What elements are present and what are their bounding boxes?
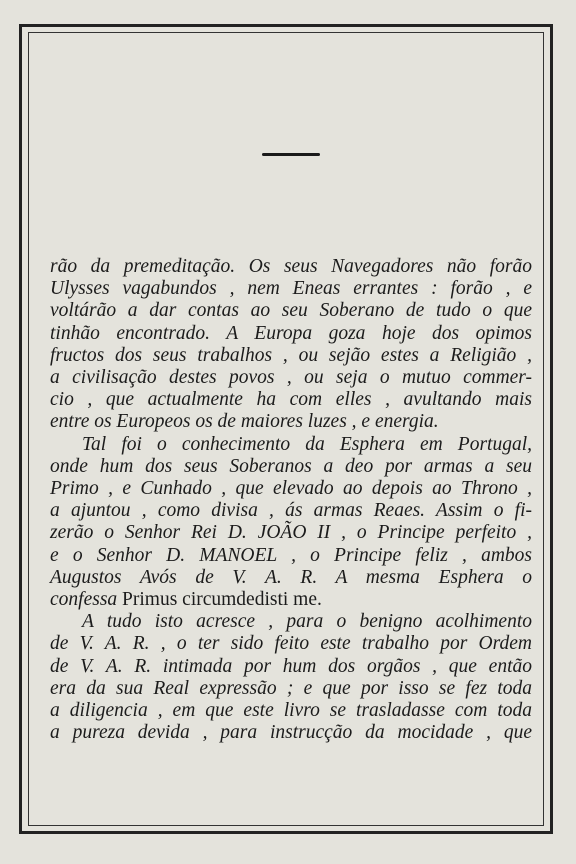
text-line: tinhão encontrado. A Europa goza hoje dos opimos: [50, 322, 532, 344]
text-line: e o Senhor D. MANOEL , o Principe feliz , ambos: [50, 544, 532, 566]
text-line: Primo , e Cunhado , que elevado ao depois ao Throno ,: [50, 478, 532, 500]
text-line: a diligencia , em que este livro se trasladasse com toda: [50, 700, 532, 722]
paragraph-start-line: Tal foi o conhecimento da Esphera em Portugal,: [82, 433, 532, 455]
text-line: era da sua Real expressão ; e que por isso se fez toda: [50, 677, 532, 699]
latin-quotation: Primus circumdedisti me.: [122, 589, 322, 611]
body-text: [50, 256, 532, 744]
text-line: cio , que actualmente ha com elles , avultando mais: [50, 389, 532, 411]
text-line: a civilisação destes povos , ou seja o mutuo commer-: [50, 367, 532, 389]
text-line: de V. A. R. , o ter sido feito este trabalho por Ordem: [50, 633, 532, 655]
text-line: a ajuntou , como divisa , ás armas Reaes. Assim o fi-: [50, 500, 532, 522]
text-line: a pureza devida , para instrucção da mocidade , que: [50, 722, 532, 744]
text-line: fructos dos seus trabalhos , ou sejão estes a Religião ,: [50, 344, 532, 366]
ornamental-rule: [262, 153, 320, 156]
text-line: Ulysses vagabundos , nem Eneas errantes : forão , e: [50, 278, 532, 300]
paragraph-start-line: A tudo isto acresce , para o benigno acolhimento: [82, 611, 532, 633]
text-line-mixed: [50, 589, 532, 611]
text-line: onde hum dos seus Soberanos a deo por armas a seu: [50, 455, 532, 477]
text-line: de V. A. R. intimada por hum dos orgãos , que então: [50, 655, 532, 677]
text-line: entre os Europeos os de maiores luzes , e energia.: [50, 411, 439, 433]
text-line: rão da premeditação. Os seus Navegadores não forão: [50, 256, 532, 277]
text-line: Augustos Avós de V. A. R. A mesma Esphera o: [50, 566, 532, 588]
italic-segment: confessa: [50, 589, 118, 611]
text-line: zerão o Senhor Rei D. JOÃO II , o Principe perfeito ,: [50, 522, 532, 544]
text-line: voltárão a dar contas ao seu Soberano de tudo o que: [50, 300, 532, 322]
